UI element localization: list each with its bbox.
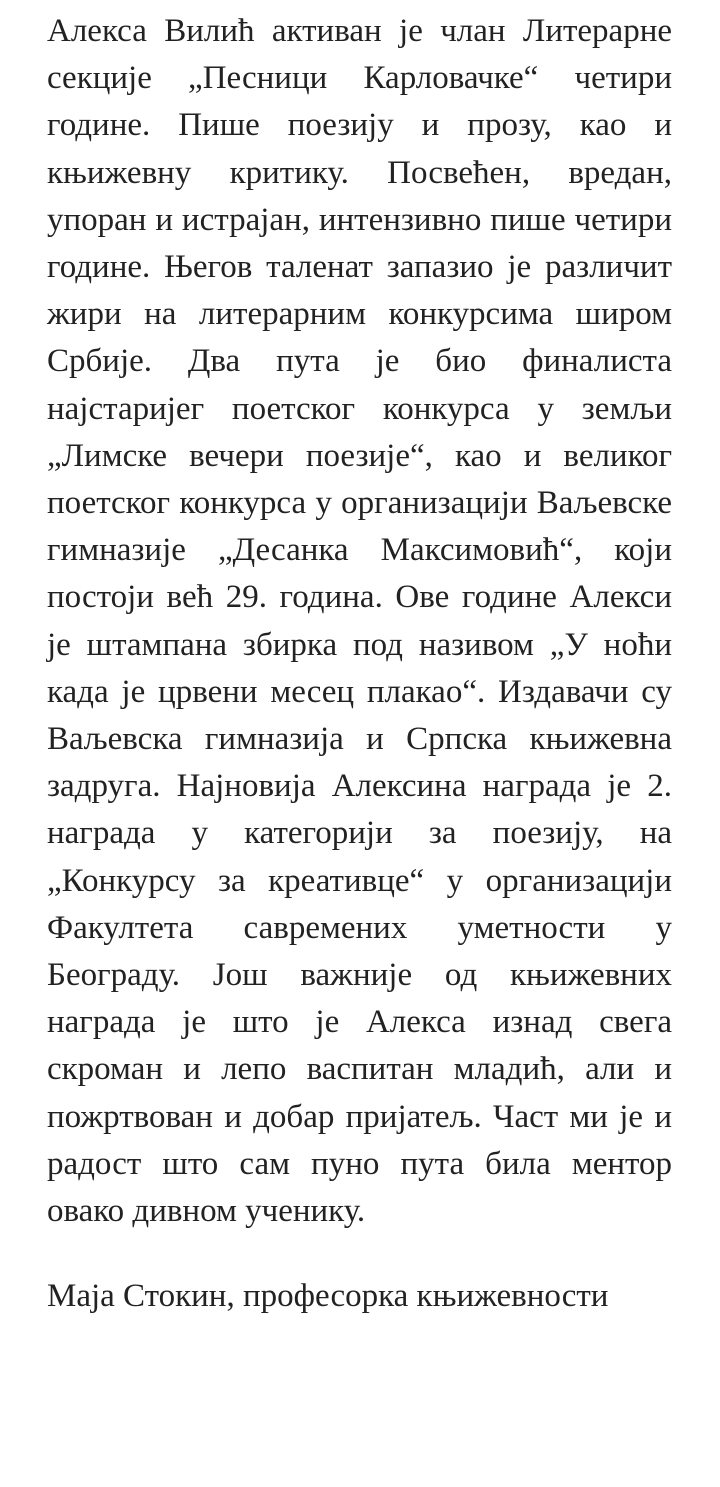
article-paragraph: Алекса Вилић активан је члан Литерарне секције „Песници Карловачке“ четири године. Пише поезију и прозу, као и књижевну критику. Посвећен, вредан, упоран и истрајан, интензивно пише четири године. Његов таленат запазио је различит жири на литерарним конкурсима широм Србије. Два пута је био финалиста најстаријег поетског конкурса у земљи „Лимске вечери поезије“, као и великог поетског конкурса у организацији Ваљевске гимназије „Десанка Максимовић“, који постоји већ 29. година. Ове године Алекси је штампана збирка под називом „У ноћи када је црвени месец плакао“. Издавачи су Ваљевска гимназија и Српска књижевна задруга. Најновија Алексина награда је 2. награда у категорији за поезију, на „Конкурсу за креативце“ у организацији Факултета савремених уметности у Београду. Још важније од књижевних награда је што је Алекса изнад свега скроман и лепо васпитан младић, али и пожртвован и добар пријатељ. Част ми је и радост што сам пуно пута била ментор овако дивном ученику. (47, 13, 672, 1230)
article (47, 8, 672, 1320)
author-signature: Маја Стокин, професорка књижевности (47, 1278, 609, 1315)
